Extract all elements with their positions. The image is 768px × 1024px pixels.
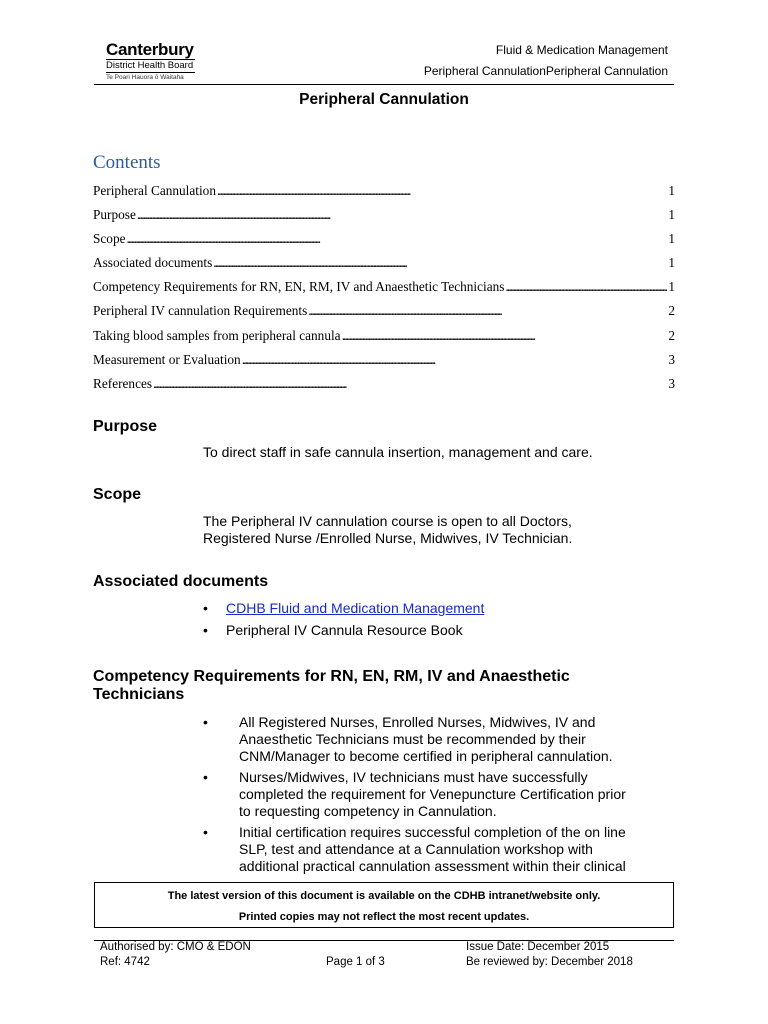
logo-subtitle: District Health Board (106, 60, 194, 71)
associated-heading: Associated documents (93, 573, 269, 590)
competency-list (203, 714, 673, 879)
scope-heading: Scope (93, 486, 142, 503)
toc-item[interactable]: Scope . . . 1 (93, 231, 675, 255)
logo-maori-name: Te Poari Hauora ō Waitaha (106, 74, 184, 81)
contents-heading: Contents (93, 152, 161, 173)
list-item: • Nurses/Midwives, IV technicians must have successfully completed the requirement for Venepuncture Certification prior to requesting competency in Cannulation. (203, 769, 673, 820)
purpose-text: To direct staff in safe cannula insertion, management and care. (203, 444, 593, 460)
toc-item[interactable]: Peripheral Cannulation . . . 1 (93, 183, 675, 207)
toc-item[interactable]: Purpose . . . 1 (93, 207, 675, 231)
list-item: • Initial certification requires successful completion of the on line SLP, test and attendance at a Cannulation workshop with additional practical cannulation assessment within their clinical (203, 824, 673, 875)
toc-item[interactable]: Associated documents . . . 1 (93, 255, 675, 279)
fluid-medication-link[interactable]: CDHB Fluid and Medication Management (226, 600, 485, 616)
purpose-heading: Purpose (93, 418, 158, 435)
header-section: Fluid & Medication Management (495, 43, 668, 57)
page-title: Peripheral Cannulation (299, 91, 469, 108)
toc-item[interactable]: Measurement or Evaluation . . . 3 (93, 352, 675, 376)
footer-ref: Ref: 4742 (100, 956, 150, 968)
footer-authorised: Authorised by: CMO & EDON (100, 941, 251, 953)
associated-list (203, 600, 484, 639)
toc-item[interactable]: References . . . 3 (93, 376, 675, 400)
footer-issue-date: Issue Date: December 2015 (466, 941, 610, 953)
table-of-contents (93, 183, 675, 400)
notice-line: The latest version of this document is available on the CDHB intranet/website only. (167, 890, 601, 902)
header-divider (94, 84, 674, 85)
notice-line: Printed copies may not reflect the most recent updates. (238, 911, 530, 923)
scope-text: The Peripheral IV cannulation course is open to all Doctors, Registered Nurse /Enrolled Nurse, Midwives, IV Technician. (203, 513, 573, 546)
toc-item[interactable]: Taking blood samples from peripheral cannula . . . 2 (93, 328, 675, 352)
footer-review-date: Be reviewed by: December 2018 (466, 956, 633, 968)
list-item: • All Registered Nurses, Enrolled Nurses, Midwives, IV and Anaesthetic Technicians must be recommended by their CNM/Manager to become certified in peripheral cannulation. (203, 714, 673, 765)
toc-item[interactable]: Peripheral IV cannulation Requirements . . . 2 (93, 303, 675, 327)
competency-heading: Competency Requirements for RN, EN, RM, IV and Anaesthetic Technicians (93, 668, 570, 703)
footer-page-number: Page 1 of 3 (326, 956, 385, 968)
logo-name: Canterbury (106, 40, 194, 59)
list-item (203, 600, 484, 617)
header-document: Peripheral CannulationPeripheral Cannulation (423, 64, 668, 78)
list-item: • Peripheral IV Cannula Resource Book (203, 622, 484, 639)
version-notice (94, 882, 674, 928)
toc-item[interactable]: Competency Requirements for RN, EN, RM, IV and Anaesthetic Technicians . . . 1 (93, 279, 675, 303)
